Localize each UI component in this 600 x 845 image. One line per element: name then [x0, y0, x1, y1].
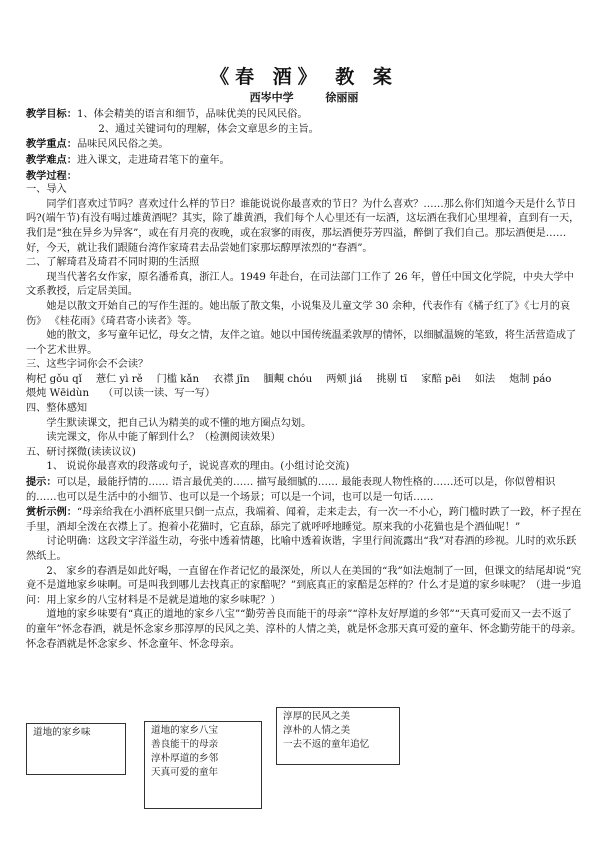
teacher-name: 徐丽丽	[325, 90, 359, 104]
vocab-item: （可以读一读、写一写）	[103, 388, 216, 400]
hint-label: 提示：	[26, 476, 57, 489]
difficulty-label: 教学难点：	[26, 153, 77, 166]
vocab-item: 两颊 jiá	[326, 373, 363, 385]
section2-heading: 二、了解琦君及琦君不同时期的生活照	[26, 257, 200, 269]
process-heading: 教学过程：	[26, 169, 77, 182]
author-line	[26, 91, 582, 106]
hint	[26, 475, 582, 505]
lesson-plan-document	[26, 66, 582, 652]
vocab-item: 门槛 kǎn	[156, 373, 200, 385]
vocab-item: 挑剔 tī	[376, 373, 408, 385]
vocab-item: 腼覥 chóu	[263, 373, 313, 385]
vocab-item: 薏仁 yì rě	[95, 373, 143, 385]
example	[26, 505, 582, 535]
key-point-text: 品味民风民俗之美。	[76, 139, 169, 151]
objectives-line1	[26, 107, 582, 123]
box-line: 天真可爱的童年	[151, 767, 219, 778]
box-line: 一去不返的童年追忆	[283, 739, 370, 750]
box-line: 道地的家乡味	[33, 727, 91, 738]
key-point-label: 教学重点：	[26, 138, 77, 151]
box-line: 淳朴厚道的乡邻	[151, 753, 219, 764]
box-line: 淳朴的人情之美	[283, 725, 351, 736]
vocab-item: 炮制 páo	[509, 373, 552, 385]
objective-1: 1、体会精美的语言和细节，品味优美的民风民俗。	[76, 109, 308, 121]
vocab-item: 枸杞 gǒu qǐ	[26, 373, 82, 385]
box-line: 淳厚的民风之美	[283, 711, 351, 722]
vocab-item: 家醅 pēi	[421, 373, 461, 385]
section4-paragraph-1: 学生默读课文，把自己认为精美的或不懂的地方圈点勾划。	[46, 417, 312, 429]
hint-text: 可以是，最能抒情的…… 语言最优美的…… 描写最细腻的…… 最能表现人物性格的……还可以是，你似曾相识的……也可以是生活中的小细节、也可以是一个场景；可以是一个词，也可以是一句话……	[26, 477, 556, 503]
section1-paragraph: 同学们喜欢过节吗？喜欢过什么样的节日？谁能说说你最喜欢的节日？为什么喜欢？……那么你们知道今天是什么节日吗?(端午节)有没有喝过雄黄酒呢？其实，除了雄黄酒，我们每个人心里还有一坛酒，这坛酒在我们心里埋着，直到有一天，我们是“独在异乡为异客”，或在有月亮的夜晚，或在寂寥的雨夜，那坛酒便芬芳四溢，醉倒了我们自己。那坛酒便是……好，今天，就让我们跟随台湾作家琦君去品尝她们家那坛醇厚浓烈的“春酒”。	[26, 198, 580, 254]
section2-paragraph-1: 现当代著名女作家，原名潘希真，浙江人。1949 年赴台，在司法部门工作了 26 年，曾任中国文化学院，中央大学中文系教授，后定居美国。	[26, 271, 574, 298]
section1-heading: 一、导入	[26, 184, 67, 196]
section5-heading: 五、研讨探微(读读议议)	[26, 446, 136, 458]
section2-paragraph-2: 她是以散文开始自己的写作生涯的。她出版了散文集，小说集及儿童文学 30 余种，代表作有《橘子红了》《七月的哀伤》 《桂花雨》《琦君寄小读者》等。	[26, 300, 571, 327]
section4-paragraph-2: 读完课文，你从中能了解到什么？（检测阅读效果）	[46, 432, 281, 444]
vocab-item: 煨炖 Wēidùn	[26, 388, 90, 400]
summary-box-2	[144, 721, 262, 809]
example-text: “母亲给我在小酒杯底里只倒一点点，我端着、闻着，走来走去，有一次一不小心，跨门槛时跌了一跤，杯子捏在手里，酒却全泼在衣襟上了。抱着小花猫时，它直舔，舔完了就呼呼地睡觉。原来我的小花猫也是个酒仙呢！”	[26, 507, 582, 533]
question-2: 2、 家乡的春酒是如此好喝，一直留在作者记忆的最深处，所以人在美国的“我”如法炮制了一回，但课文的结尾却说“究竟不是道地家乡味啊。可是叫我到哪儿去找真正的家醅呢？”到底真正的家醅是怎样的？什么才是道的家乡味呢？（进一步追问：用上家乡的八宝材料是不是就是道地的家乡味呢？）	[26, 565, 582, 606]
box-line: 善良能干的母亲	[151, 739, 219, 750]
vocab-item: 如法	[474, 373, 496, 385]
analysis: 讨论明确：这段文字洋溢生动，夸张中透着情趣，比喻中透着诙谐，字里行间流露出“我”对春酒的珍视。儿时的欢乐跃然纸上。	[26, 536, 577, 562]
objectives-label: 教学目标：	[26, 108, 77, 121]
section2-paragraph-3: 她的散文，多写童年记忆，母女之情，友伴之谊。她以中国传统温柔敦厚的情怀，以细腻温婉的笔致，将生活营造成了一个艺术世界。	[26, 330, 577, 356]
section3-heading: 三、这些字词你会不会读？	[26, 359, 149, 371]
key-point	[26, 137, 582, 153]
difficulty	[26, 153, 582, 169]
vocabulary-list	[26, 373, 582, 402]
page-title: 《春 酒》 教 案	[210, 66, 398, 88]
box-line: 道地的家乡八宝	[151, 725, 219, 736]
question-1: 1、 说说你最喜欢的段落或句子，说说喜欢的理由。(小组讨论交流)	[46, 461, 350, 473]
difficulty-text: 进入课文，走进琦君笔下的童年。	[76, 154, 230, 166]
summary-box-1	[26, 723, 126, 775]
summary-box-3	[276, 707, 400, 765]
summary-boxes	[26, 705, 582, 815]
example-label: 赏析示例：	[26, 506, 77, 519]
school-name: 西岑中学	[249, 90, 294, 104]
section4-heading: 四、整体感知	[26, 403, 88, 415]
answer: 道地的家乡味要有“真正的道地的家乡八宝”“勤劳善良而能干的母亲”“淳朴友好厚道的乡邻”“天真可爱而又一去不返了的童年”怀念春酒，就是怀念家乡那淳厚的民风之美、淳朴的人情之美，就是怀念那天真可爱的童年、怀念勤劳能干的母亲。怀念春酒就是怀念家乡、怀念童年、怀念母亲。	[26, 609, 582, 650]
vocab-item: 衣襟 jīn	[213, 373, 250, 385]
objective-2: 2、通过关键词句的理解，体会文章思乡的主旨。	[98, 123, 319, 135]
